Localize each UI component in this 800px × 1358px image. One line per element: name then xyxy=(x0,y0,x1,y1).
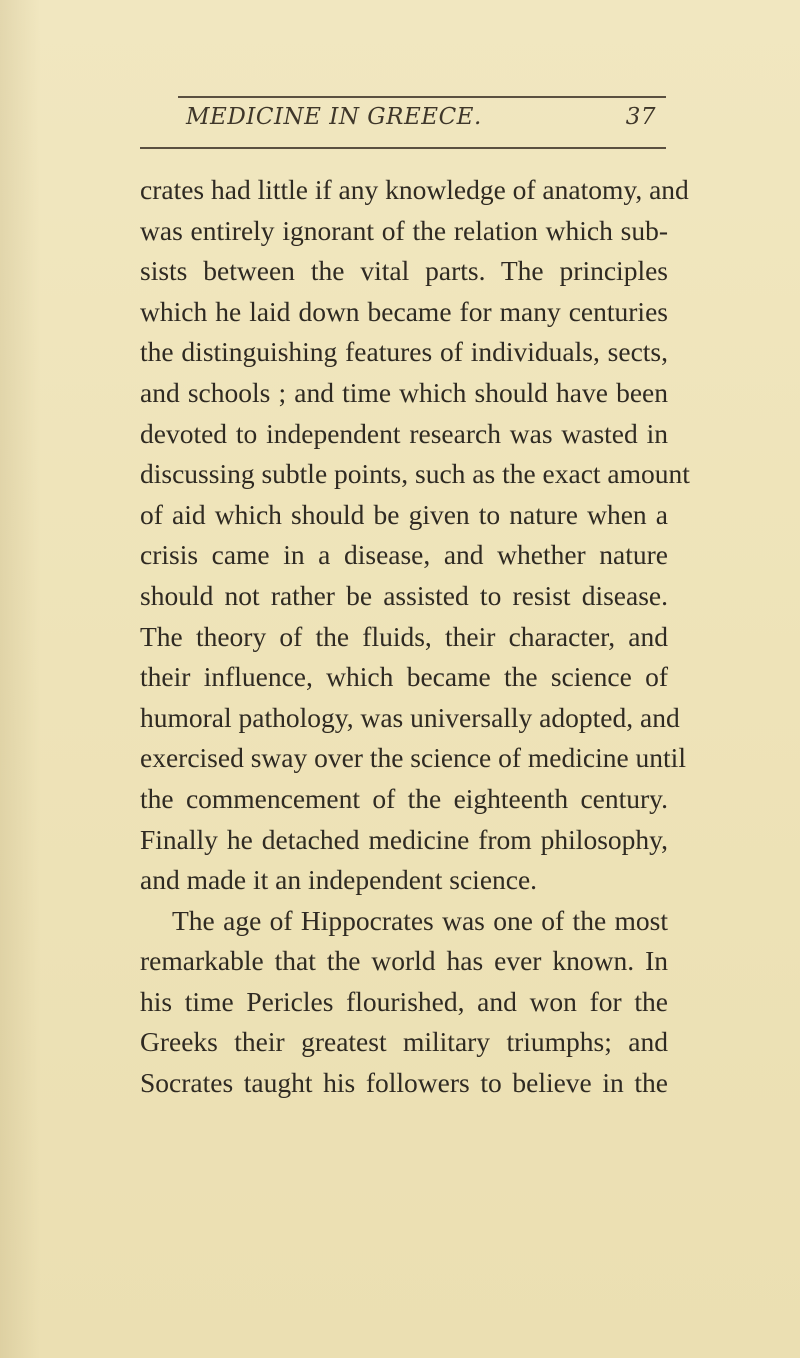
text-line: sists between the vital parts. The principles xyxy=(140,255,668,287)
text-line: their influence, which became the science of xyxy=(140,661,668,693)
text-line: crisis came in a disease, and whether nature xyxy=(140,539,668,571)
text-line: should not rather be assisted to resist disease. xyxy=(140,579,668,611)
text-line: the distinguishing features of individuals, sects, xyxy=(140,336,668,368)
text-line: Socrates taught his followers to believe in the xyxy=(140,1067,668,1099)
text-line: the commencement of the eighteenth century. xyxy=(140,782,668,814)
text-line: exercised sway over the science of medicine until xyxy=(140,742,686,774)
text-line: remarkable that the world has ever known. In xyxy=(140,945,668,977)
text-line: which he laid down became for many centuries xyxy=(140,295,668,327)
text-line: devoted to independent research was wasted in xyxy=(140,417,668,449)
text-line: The theory of the fluids, their character, and xyxy=(140,620,668,652)
text-line: and schools ; and time which should have been xyxy=(140,376,668,408)
text-line: humoral pathology, was universally adopted, and xyxy=(140,701,680,733)
text-line: discussing subtle points, such as the exact amount xyxy=(140,458,690,490)
text-line: The age of Hippocrates was one of the most xyxy=(172,904,668,936)
text-line: of aid which should be given to nature when a xyxy=(140,498,668,530)
running-head-title: MEDICINE IN GREECE. xyxy=(186,104,482,130)
text-line: his time Pericles flourished, and won for the xyxy=(140,985,668,1017)
running-head xyxy=(186,104,656,138)
text-line: Finally he detached medicine from philosophy, xyxy=(140,823,668,855)
header-top-rule xyxy=(178,96,666,98)
page-number: 37 xyxy=(625,104,656,130)
text-line: crates had little if any knowledge of anatomy, and xyxy=(140,174,689,205)
text-line: and made it an independent science. xyxy=(140,864,538,896)
text-line: was entirely ignorant of the relation which sub- xyxy=(140,214,668,246)
header-bottom-rule xyxy=(140,147,666,149)
text-line: Greeks their greatest military triumphs; and xyxy=(140,1026,668,1058)
body-text xyxy=(140,170,690,1104)
